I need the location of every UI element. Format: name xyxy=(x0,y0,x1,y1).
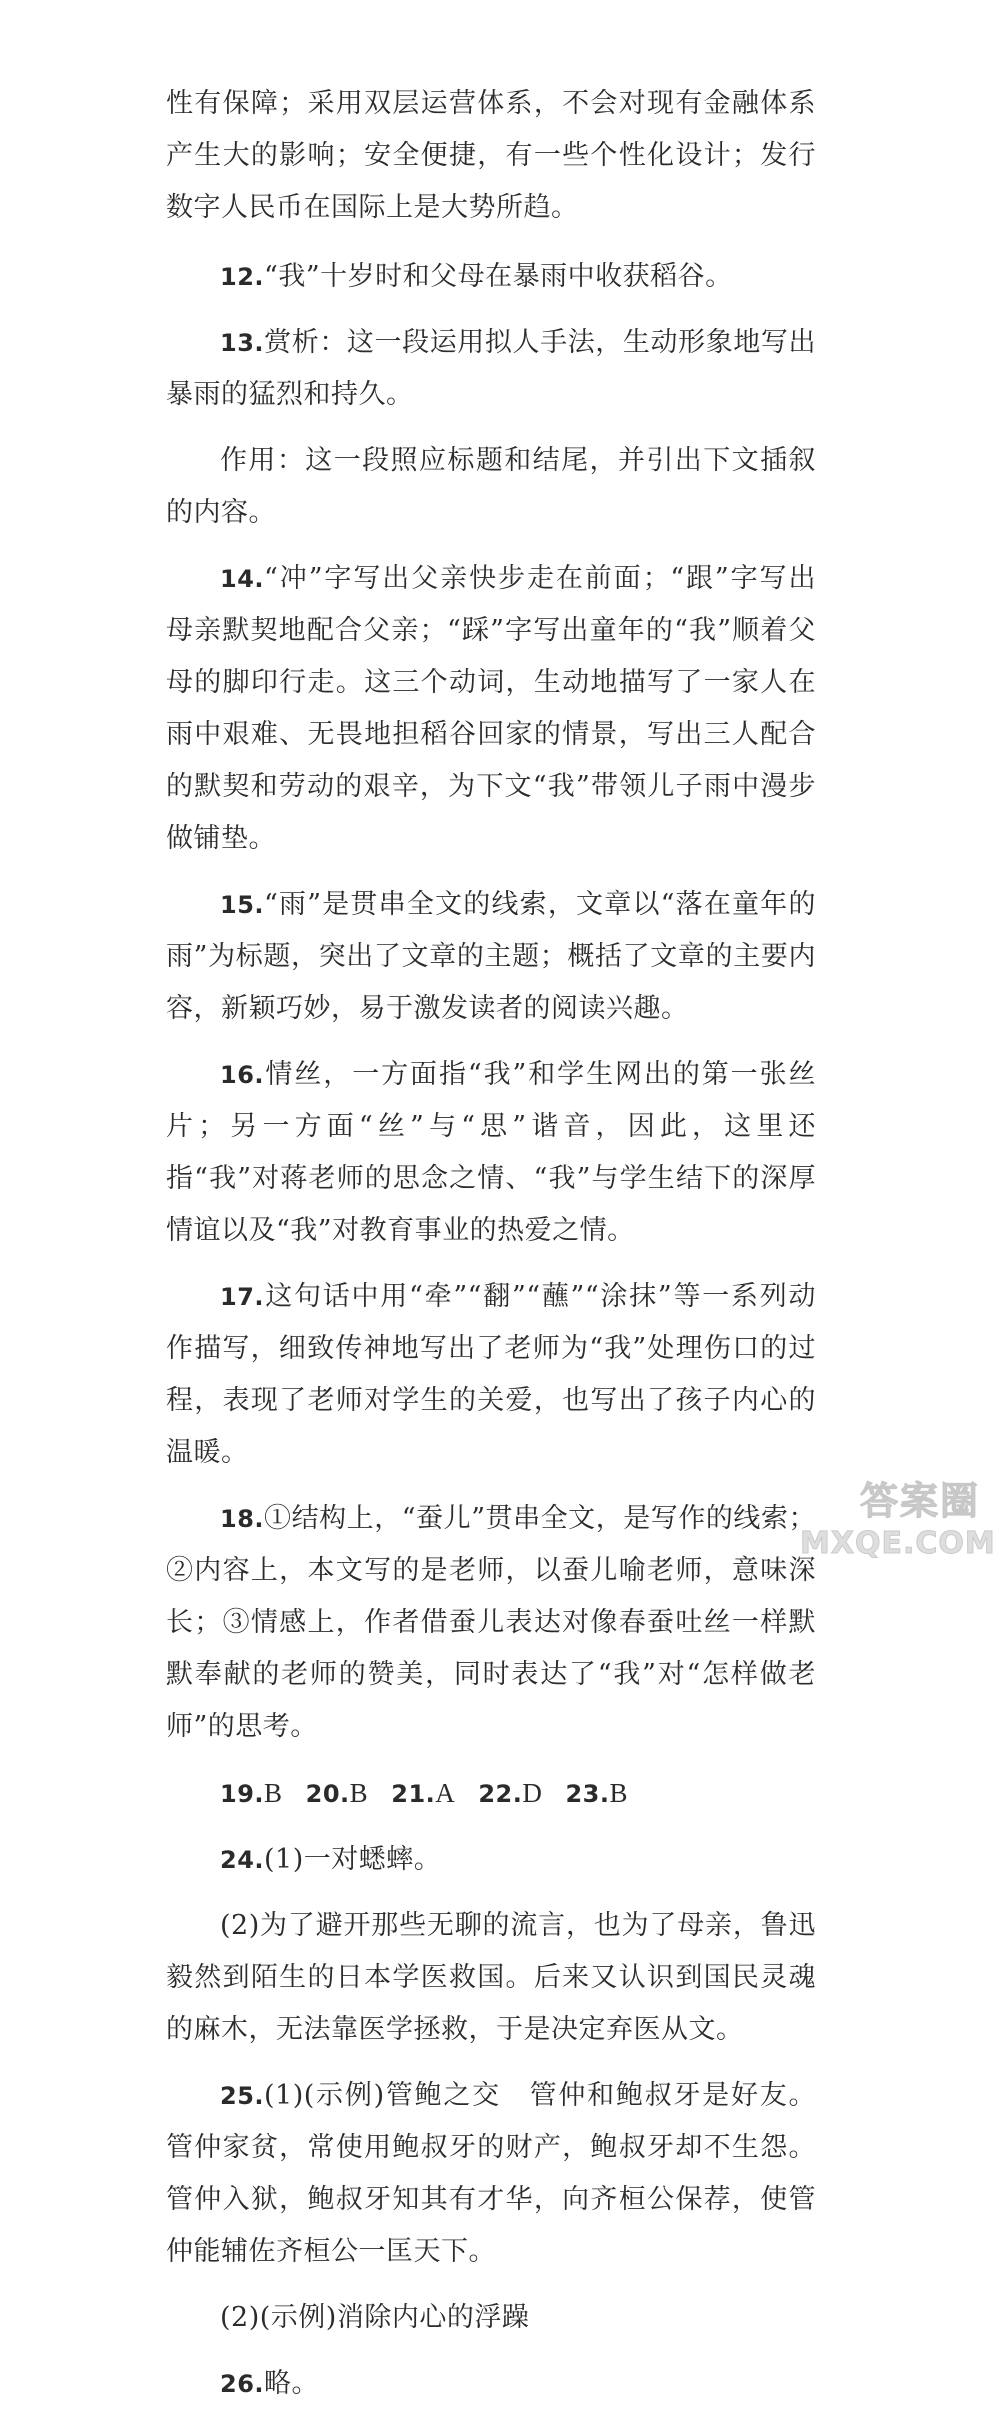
question-number: 14. xyxy=(220,565,265,593)
answer-24-part2 xyxy=(166,1900,816,2056)
question-number: 12. xyxy=(220,263,265,291)
paragraph-text: 性有保障；采用双层运营体系，不会对现有金融体系产生大的影响；安全便捷，有一些个性化设计；发行数字人民币在国际上是大势所趋。 xyxy=(166,88,816,223)
choice-answer: B xyxy=(264,1778,283,1808)
choice-answer: B xyxy=(349,1778,369,1808)
mc-item xyxy=(220,1778,283,1809)
answer-25 xyxy=(166,2070,816,2278)
answer-text: (2)(示例)消除内心的浮躁 xyxy=(220,2302,530,2333)
answer-14 xyxy=(166,553,816,865)
question-number: 18. xyxy=(220,1505,265,1533)
answer-24 xyxy=(166,1834,816,1886)
question-number: 20. xyxy=(305,1780,350,1808)
choice-answer: D xyxy=(522,1778,543,1808)
question-number: 21. xyxy=(391,1780,436,1808)
answer-12 xyxy=(166,251,816,303)
answer-text: (1)一对蟋蟀。 xyxy=(264,1844,442,1875)
answer-16 xyxy=(166,1049,816,1257)
question-number: 24. xyxy=(220,1846,265,1874)
question-number: 23. xyxy=(565,1780,610,1808)
answer-text: 作用：这一段照应标题和结尾，并引出下文插叙的内容。 xyxy=(166,445,816,528)
answer-text: ①结构上，“蚕儿”贯串全文，是写作的线索；②内容上，本文写的是老师，以蚕儿喻老师，意味深长；③情感上，作者借蚕儿表达对像春蚕吐丝一样默默奉献的老师的赞美，同时表达了“我”对“怎样做老师”的思考。 xyxy=(166,1503,816,1742)
mc-item xyxy=(565,1778,628,1809)
mc-item xyxy=(478,1778,542,1809)
answer-text: (2)为了避开那些无聊的流言，也为了母亲，鲁迅毅然到陌生的日本学医救国。后来又认识到国民灵魂的麻木，无法靠医学拯救，于是决定弃医从文。 xyxy=(166,1910,816,2045)
answer-13-function xyxy=(166,435,816,539)
answer-text: 赏析：这一段运用拟人手法，生动形象地写出暴雨的猛烈和持久。 xyxy=(166,327,816,410)
answer-13 xyxy=(166,317,816,421)
question-number: 17. xyxy=(220,1283,265,1311)
answer-18 xyxy=(166,1493,816,1753)
answer-text: 这句话中用“牵”“翻”“蘸”“涂抹”等一系列动作描写，细致传神地写出了老师为“我”处理伤口的过程，表现了老师对学生的关爱，也写出了孩子内心的温暖。 xyxy=(166,1281,816,1468)
mc-item xyxy=(391,1778,455,1809)
answer-text: “冲”字写出父亲快步走在前面；“跟”字写出母亲默契地配合父亲；“踩”字写出童年的“我”顺着父母的脚印行走。这三个动词，生动地描写了一家人在雨中艰难、无畏地担稻谷回家的情景，写出三人配合的默契和劳动的艰辛，为下文“我”带领儿子雨中漫步做铺垫。 xyxy=(166,563,816,854)
paragraph-continuation xyxy=(166,78,816,234)
watermark-logo: 答案圈 xyxy=(859,1479,980,1523)
answer-26 xyxy=(166,2358,816,2410)
question-number: 26. xyxy=(220,2370,265,2398)
answer-text: “雨”是贯串全文的线索，文章以“落在童年的雨”为标题，突出了文章的主题；概括了文章的主要内容，新颖巧妙，易于激发读者的阅读兴趣。 xyxy=(166,889,816,1024)
watermark-url: MXQE.COM xyxy=(800,1526,996,1561)
answer-text: “我”十岁时和父母在暴雨中收获稻谷。 xyxy=(264,261,733,292)
question-number: 25. xyxy=(220,2082,265,2110)
answer-content xyxy=(166,78,816,2424)
question-number: 19. xyxy=(220,1780,265,1808)
question-number: 16. xyxy=(220,1061,265,1089)
choice-answer: B xyxy=(609,1778,628,1808)
answer-17 xyxy=(166,1271,816,1479)
question-number: 15. xyxy=(220,891,265,919)
answer-25-part2 xyxy=(166,2292,816,2344)
multiple-choice-answers xyxy=(166,1767,816,1820)
mc-item xyxy=(306,1778,369,1809)
question-number: 22. xyxy=(478,1780,523,1808)
watermark xyxy=(800,1476,996,1586)
answer-text: 情丝，一方面指“我”和学生网出的第一张丝片；另一方面“丝”与“思”谐音，因此，这里还指“我”对蒋老师的思念之情、“我”与学生结下的深厚情谊以及“我”对教育事业的热爱之情。 xyxy=(166,1059,816,1246)
answer-15 xyxy=(166,879,816,1035)
answer-text: 略。 xyxy=(264,2368,320,2399)
answer-text: (1)(示例)管鲍之交 管仲和鲍叔牙是好友。管仲家贫，常使用鲍叔牙的财产，鲍叔牙却不生怨。管仲入狱，鲍叔牙知其有才华，向齐桓公保荐，使管仲能辅佐齐桓公一匡天下。 xyxy=(166,2080,816,2267)
question-number: 13. xyxy=(220,329,265,357)
choice-answer: A xyxy=(435,1778,456,1808)
